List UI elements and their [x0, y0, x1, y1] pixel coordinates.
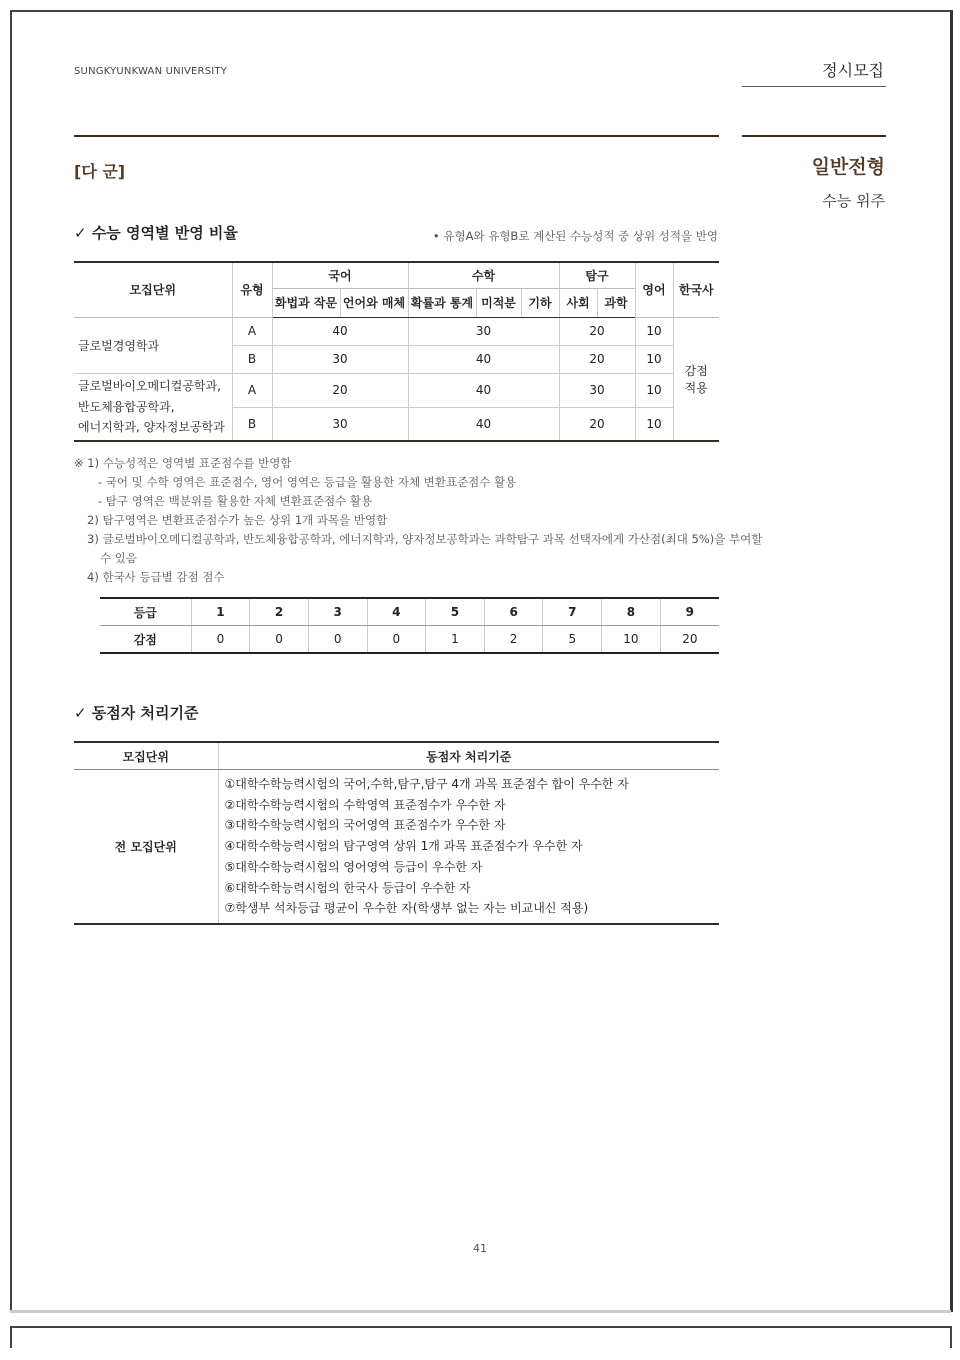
header-english: 영어: [635, 262, 673, 317]
english-cell: 10: [635, 317, 673, 345]
main-rule: [74, 135, 719, 137]
ratio-notes: [74, 454, 762, 587]
unit-line: 에너지학과, 양자정보공학과: [78, 420, 225, 434]
table-row: [74, 373, 719, 407]
header-inquiry-sub: 과학: [597, 288, 635, 317]
grade-cell: 5: [426, 598, 485, 626]
criteria-item: ⑦학생부 석차등급 평균이 우수한 자(학생부 없는 자는 비교내신 적용): [224, 901, 589, 916]
deduction-label: 감점: [133, 632, 157, 647]
inquiry-cell: 20: [559, 345, 635, 373]
check-icon: ✓: [74, 224, 87, 242]
criteria-item: ②대학수학능력시험의 수학영역 표준점수가 우수한 자: [224, 797, 506, 812]
table-row: [74, 317, 719, 345]
korean-cell: 30: [272, 345, 408, 373]
section-heading-tiebreak: [74, 702, 198, 723]
note-line: ※ 1) 수능성적은 영역별 표준점수를 반영함: [74, 456, 292, 470]
ratio-note: • 유형A와 유형B로 계산된 수능성적 중 상위 성적을 반영: [432, 229, 718, 243]
grade-cell: 1: [191, 598, 250, 626]
deduction-cell: 0: [191, 626, 250, 654]
grade-cell: 7: [543, 598, 602, 626]
side-rule: [742, 135, 886, 137]
tiebreak-table: [74, 741, 719, 925]
history-cell: [673, 317, 719, 441]
grade-cell: 4: [367, 598, 426, 626]
deduction-cell: 20: [660, 626, 719, 654]
header-history: 한국사: [673, 262, 719, 317]
history-value: 감점: [684, 363, 708, 378]
category-title: 정시모집: [822, 61, 884, 80]
criteria-cell: [218, 770, 719, 924]
inquiry-cell: 30: [559, 373, 635, 407]
inquiry-cell: 20: [559, 407, 635, 441]
header-math-sub: 확률과 통계: [408, 288, 476, 317]
criteria-item: ④대학수학능력시험의 탐구영역 상위 1개 과목 표준점수가 우수한 자: [224, 839, 583, 854]
header-unit: 모집단위: [74, 262, 232, 317]
deduction-cell: 1: [426, 626, 485, 654]
header-korean-sub: 화법과 작문: [272, 288, 340, 317]
page-number: 41: [473, 1242, 487, 1255]
header-math-sub: 기하: [521, 288, 559, 317]
deduction-cell: 10: [602, 626, 661, 654]
math-cell: 40: [408, 345, 559, 373]
table-row: [74, 770, 719, 924]
grade-cell: 6: [484, 598, 543, 626]
check-icon: ✓: [74, 704, 87, 722]
note-line: 수 있음: [100, 551, 137, 565]
header-math: 수학: [408, 262, 559, 288]
group-label: [다 군]: [74, 162, 126, 181]
header-korean-sub: 언어와 매체: [340, 288, 408, 317]
math-cell: 40: [408, 407, 559, 441]
note-line: 3) 글로벌바이오메디컬공학과, 반도체융합공학과, 에너지학과, 양자정보공학과는 과학탐구 과목 선택자에게 가산점(최대 5%)을 부여할: [87, 532, 763, 546]
admission-type-title: 일반전형: [811, 156, 885, 178]
note-line: 2) 탐구영역은 변환표준점수가 높은 상위 1개 과목을 반영함: [87, 513, 388, 527]
english-cell: 10: [635, 373, 673, 407]
header-criteria: 동점자 처리기준: [218, 742, 719, 770]
note-line: - 국어 및 수학 영역은 표준점수, 영어 영역은 등급을 활용한 자체 변환표준점수 활용: [98, 475, 517, 489]
grade-row: [100, 598, 719, 626]
english-cell: 10: [635, 407, 673, 441]
admission-type-subtitle: 수능 위주: [822, 192, 885, 210]
section-title: 동점자 처리기준: [91, 704, 199, 722]
category-underline: [742, 86, 886, 87]
criteria-item: ⑥대학수학능력시험의 한국사 등급이 우수한 자: [224, 880, 471, 895]
korean-cell: 30: [272, 407, 408, 441]
grade-label: 등급: [100, 598, 191, 626]
criteria-item: ①대학수학능력시험의 국어,수학,탐구,탐구 4개 과목 표준점수 합이 우수한 자: [224, 777, 629, 791]
page-frame: [10, 10, 953, 1312]
unit-line: 반도체융합공학과,: [78, 399, 175, 414]
math-cell: 40: [408, 373, 559, 407]
inquiry-cell: 20: [559, 317, 635, 345]
section-title: 수능 영역별 반영 비율: [91, 224, 238, 242]
deduction-cell: 0: [367, 626, 426, 654]
grade-cell: 2: [250, 598, 309, 626]
note-line: - 탐구 영역은 백분위를 활용한 자체 변환표준점수 활용: [98, 494, 373, 508]
deduction-cell: 5: [543, 626, 602, 654]
type-cell: B: [232, 345, 272, 373]
math-cell: 30: [408, 317, 559, 345]
english-cell: 10: [635, 345, 673, 373]
page-divider: [10, 1310, 951, 1313]
type-cell: A: [232, 317, 272, 345]
header-inquiry: 탐구: [559, 262, 635, 288]
next-page-frame: [10, 1326, 952, 1348]
deduction-cell: 0: [250, 626, 309, 654]
unit-line: 글로벌바이오메디컬공학과,: [78, 379, 221, 393]
grade-cell: 8: [602, 598, 661, 626]
university-name: SUNGKYUNKWAN UNIVERSITY: [74, 66, 228, 77]
unit-cell: [74, 373, 232, 441]
header-math-sub: 미적분: [476, 288, 521, 317]
korean-cell: 20: [272, 373, 408, 407]
header-inquiry-sub: 사회: [559, 288, 597, 317]
type-cell: A: [232, 373, 272, 407]
header-unit: 모집단위: [74, 742, 218, 770]
header-korean: 국어: [272, 262, 408, 288]
history-value: 적용: [684, 380, 708, 395]
type-cell: B: [232, 407, 272, 441]
korean-cell: 40: [272, 317, 408, 345]
deduction-row: [100, 626, 719, 654]
deduction-cell: 2: [484, 626, 543, 654]
bullet-icon: •: [432, 229, 444, 243]
unit-cell: 글로벌경영학과: [74, 317, 232, 373]
note-line: 4) 한국사 등급별 감점 점수: [87, 570, 225, 584]
ratio-table: [74, 261, 719, 442]
history-deduction-table: [100, 597, 719, 654]
section-heading-ratio: [74, 222, 238, 243]
criteria-item: ⑤대학수학능력시험의 영어영역 등급이 우수한 자: [224, 859, 483, 874]
unit-cell: 전 모집단위: [114, 839, 177, 854]
grade-cell: 3: [308, 598, 367, 626]
criteria-item: ③대학수학능력시험의 국어영역 표준점수가 우수한 자: [224, 818, 506, 833]
deduction-cell: 0: [308, 626, 367, 654]
header-type: 유형: [232, 262, 272, 317]
grade-cell: 9: [660, 598, 719, 626]
